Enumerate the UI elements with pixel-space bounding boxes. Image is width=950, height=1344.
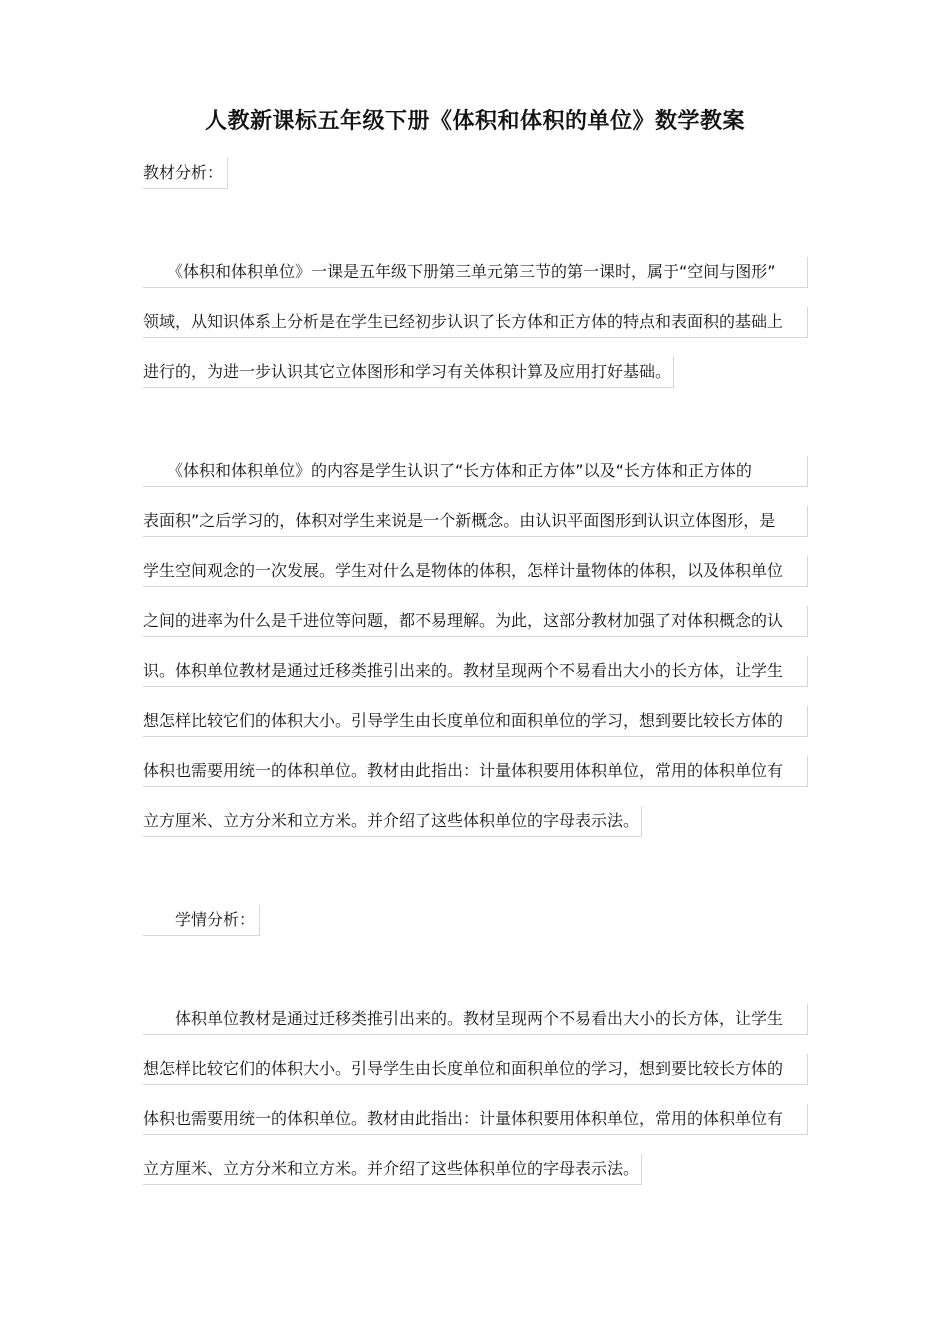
text-line: 立方厘米、立方分米和立方米。并介绍了这些体积单位的字母表示法。 xyxy=(143,1154,642,1185)
text-line: 想怎样比较它们的体积大小。引导学生由长度单位和面积单位的学习，想到要比较长方体的 xyxy=(143,706,808,737)
text-line: 想怎样比较它们的体积大小。引导学生由长度单位和面积单位的学习，想到要比较长方体的 xyxy=(143,1054,808,1085)
section-heading-student-analysis: 学情分析： xyxy=(143,905,260,936)
text-line: 学生空间观念的一次发展。学生对什么是物体的体积，怎样计量物体的体积，以及体积单位 xyxy=(143,556,808,587)
text-line: 识。体积单位教材是通过迁移类推引出来的。教材呈现两个不易看出大小的长方体，让学生 xyxy=(143,656,808,687)
text-line: 体积也需要用统一的体积单位。教材由此指出：计量体积要用体积单位，常用的体积单位有 xyxy=(143,756,808,787)
text-line: 《体积和体积单位》一课是五年级下册第三单元第三节的第一课时，属于“空间与图形” xyxy=(143,257,808,288)
text-line: 领域，从知识体系上分析是在学生已经初步认识了长方体和正方体的特点和表面积的基础上 xyxy=(143,307,808,338)
text-line: 立方厘米、立方分米和立方米。并介绍了这些体积单位的字母表示法。 xyxy=(143,806,642,837)
text-line: 进行的，为进一步认识其它立体图形和学习有关体积计算及应用打好基础。 xyxy=(143,357,674,388)
document-title: 人教新课标五年级下册《体积和体积的单位》数学教案 xyxy=(204,109,745,134)
text-line: 表面积”之后学习的，体积对学生来说是一个新概念。由认识平面图形到认识立体图形，是 xyxy=(143,506,808,537)
text-line: 之间的进率为什么是千进位等问题，都不易理解。为此，这部分教材加强了对体积概念的认 xyxy=(143,606,808,637)
text-line: 《体积和体积单位》的内容是学生认识了“长方体和正方体”以及“长方体和正方体的 xyxy=(143,456,808,487)
text-line: 体积也需要用统一的体积单位。教材由此指出：计量体积要用体积单位，常用的体积单位有 xyxy=(143,1104,808,1135)
text-line: 体积单位教材是通过迁移类推引出来的。教材呈现两个不易看出大小的长方体，让学生 xyxy=(143,1004,808,1035)
section-heading-textbook-analysis: 教材分析： xyxy=(143,158,228,189)
